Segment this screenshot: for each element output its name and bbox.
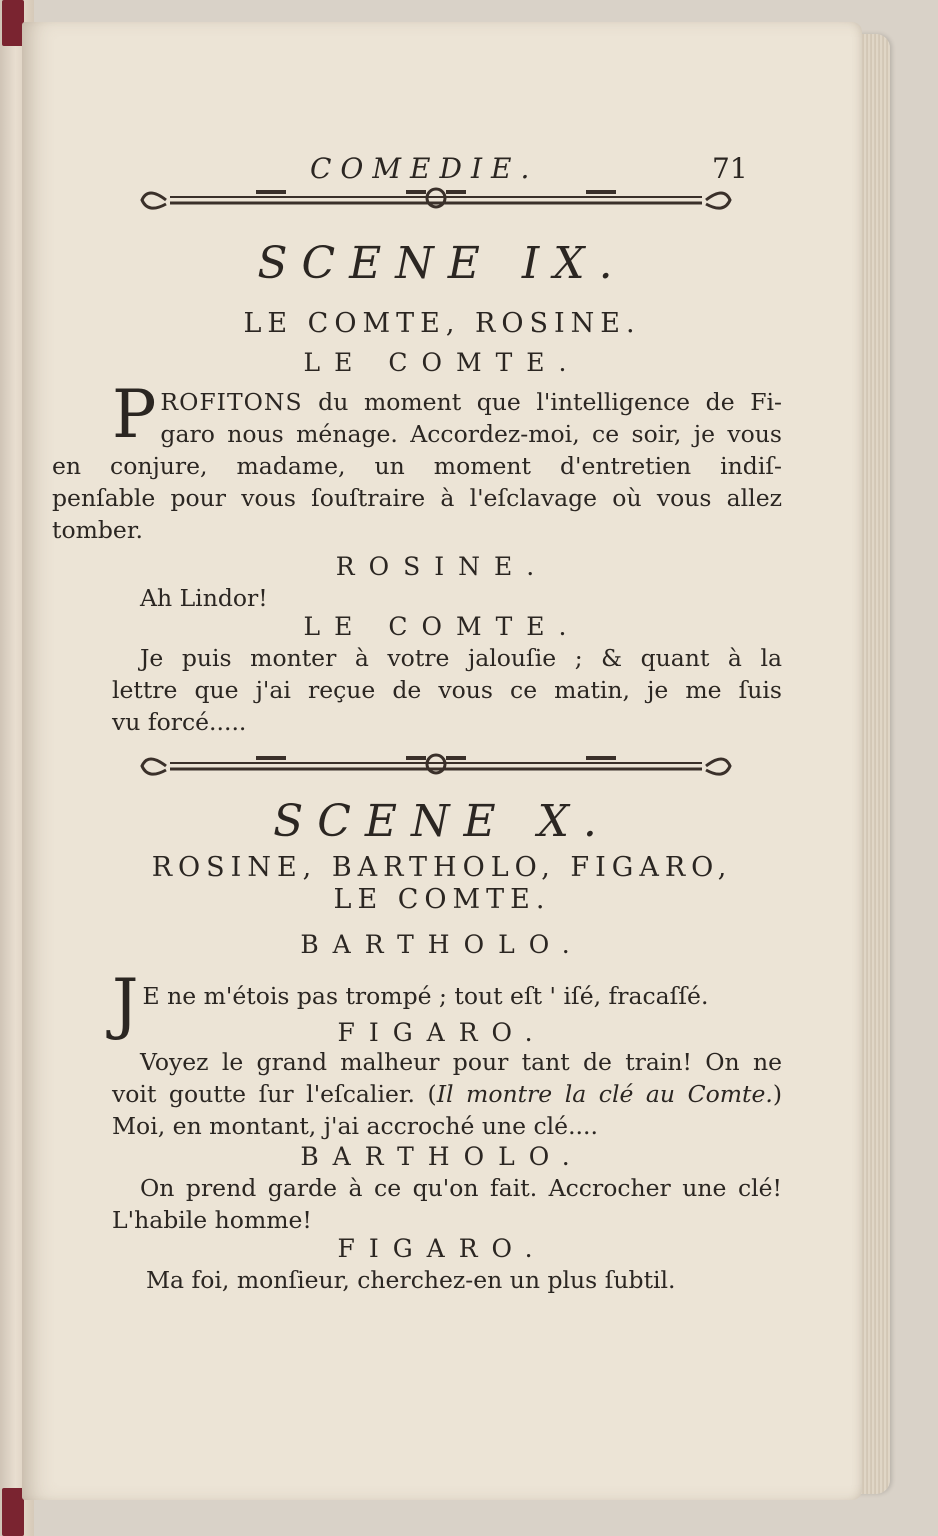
bookmark-ribbon-bottom	[2, 1488, 24, 1536]
scene-10-p2-line-2-text: voit goutte ſur l'eſcalier. (	[112, 1080, 437, 1108]
running-head: COMEDIE.	[310, 152, 539, 185]
scene-10-characters-line-2: LE COMTE.	[333, 884, 551, 915]
scene-9-first-word: ROFITONS	[160, 388, 303, 416]
bookmark-ribbon-top	[2, 0, 24, 46]
scene-9-line-5: tomber.	[52, 516, 143, 544]
scene-10-paragraph-2	[112, 1046, 782, 1142]
scene-9-paragraph-2: Ah Lindor!	[140, 584, 268, 612]
scene-9-paragraph-3	[112, 642, 782, 738]
scene-10-p2-line-1: Voyez le grand malheur pour tant de train! On ne	[140, 1048, 782, 1076]
scene-10-characters-line-1: ROSINE, BARTHOLO, FIGARO,	[151, 852, 733, 883]
scene-9-speaker-1: LE COMTE.	[303, 348, 581, 377]
scene-10-paragraph-3	[112, 1172, 782, 1236]
scene-10-p2-line-3: Moi, en montant, j'ai accroché une clé....	[112, 1112, 598, 1140]
scene-10-speaker-4: FIGARO.	[337, 1234, 547, 1263]
scene-9-paragraph-1	[52, 376, 782, 546]
scene-9-line-1: du moment que l'intelligence de Fi-	[302, 388, 782, 416]
scene-9-p3-line-1: Je puis monter à votre jalouſie ; & quant à la	[140, 644, 782, 672]
scene-9-speaker-3: LE COMTE.	[303, 612, 581, 641]
scene-10-title: SCENE X.	[273, 796, 611, 847]
scene-9-line-4: penſable pour vous ſouſtraire à l'eſclavage où vous allez	[52, 484, 782, 512]
stage-direction: Il montre la clé au Comte.	[436, 1080, 773, 1108]
ornament-rule-middle	[136, 746, 736, 786]
scene-10-p2-line-2	[112, 1078, 782, 1110]
page-number: 71	[712, 152, 748, 185]
scene-9-title: SCENE IX.	[257, 238, 627, 289]
scene-10-p3-line-1: On prend garde à ce qu'on fait. Accrocher une clé!	[140, 1174, 782, 1202]
ornament-rule-top	[136, 180, 736, 220]
scene-10-speaker-2: FIGARO.	[337, 1018, 547, 1047]
scene-10-p3-line-2: L'habile homme!	[112, 1206, 312, 1234]
scene-9-line-2: garo nous ménage. Accordez-moi, ce soir, je vous	[160, 420, 782, 448]
drop-cap-p: P	[112, 376, 157, 453]
scene-10-speaker-1: BARTHOLO.	[300, 930, 584, 959]
scene-10-p2-line-2-close: )	[772, 1080, 782, 1108]
scene-10-p1-line: E ne m'étois pas trompé ; tout eſt ' iſé, fracaſſé.	[142, 982, 709, 1010]
book-page	[22, 22, 862, 1500]
scene-9-characters: LE COMTE, ROSINE.	[243, 308, 641, 339]
scene-10-paragraph-4: Ma foi, monſieur, cherchez-en un plus ſubtil.	[146, 1266, 676, 1294]
scene-9-p3-line-2: lettre que j'ai reçue de vous ce matin, je me ſuis	[112, 676, 782, 704]
scene-9-line-3: en conjure, madame, un moment d'entretien indiſ-	[52, 452, 782, 480]
scene-9-p3-line-3: vu forcé.....	[112, 708, 247, 736]
scene-9-speaker-2: ROSINE.	[335, 552, 549, 581]
drop-cap-j: J	[112, 965, 139, 1042]
scene-10-speaker-3: BARTHOLO.	[300, 1142, 584, 1171]
